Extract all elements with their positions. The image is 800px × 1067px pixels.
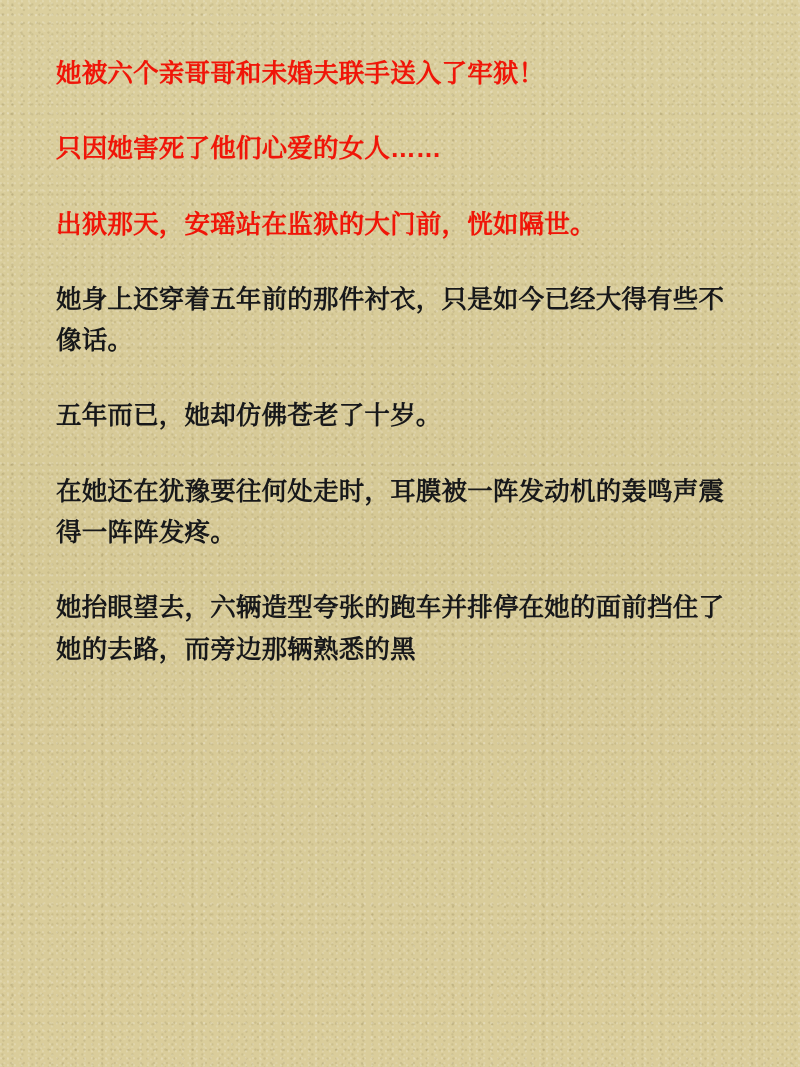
story-paragraph-4: 她身上还穿着五年前的那件衬衣，只是如今已经大得有些不像话。 [56,285,725,356]
story-paragraph-6: 在她还在犹豫要往何处走时，耳膜被一阵发动机的轰鸣声震得一阵阵发疼。 [56,477,725,548]
story-paragraph-5: 五年而已，她却仿佛苍老了十岁。 [56,402,442,431]
story-paragraph-1: 她被六个亲哥哥和未婚夫联手送入了牢狱！ [56,60,545,88]
story-paragraph-2: 只因她害死了他们心爱的女人…… [56,135,442,164]
story-paragraph-7: 她抬眼望去，六辆造型夸张的跑车并排停在她的面前挡住了她的去路，而旁边那辆熟悉的黑 [56,594,725,664]
story-paragraph-3: 出狱那天，安瑶站在监狱的大门前，恍如隔世。 [56,210,596,239]
